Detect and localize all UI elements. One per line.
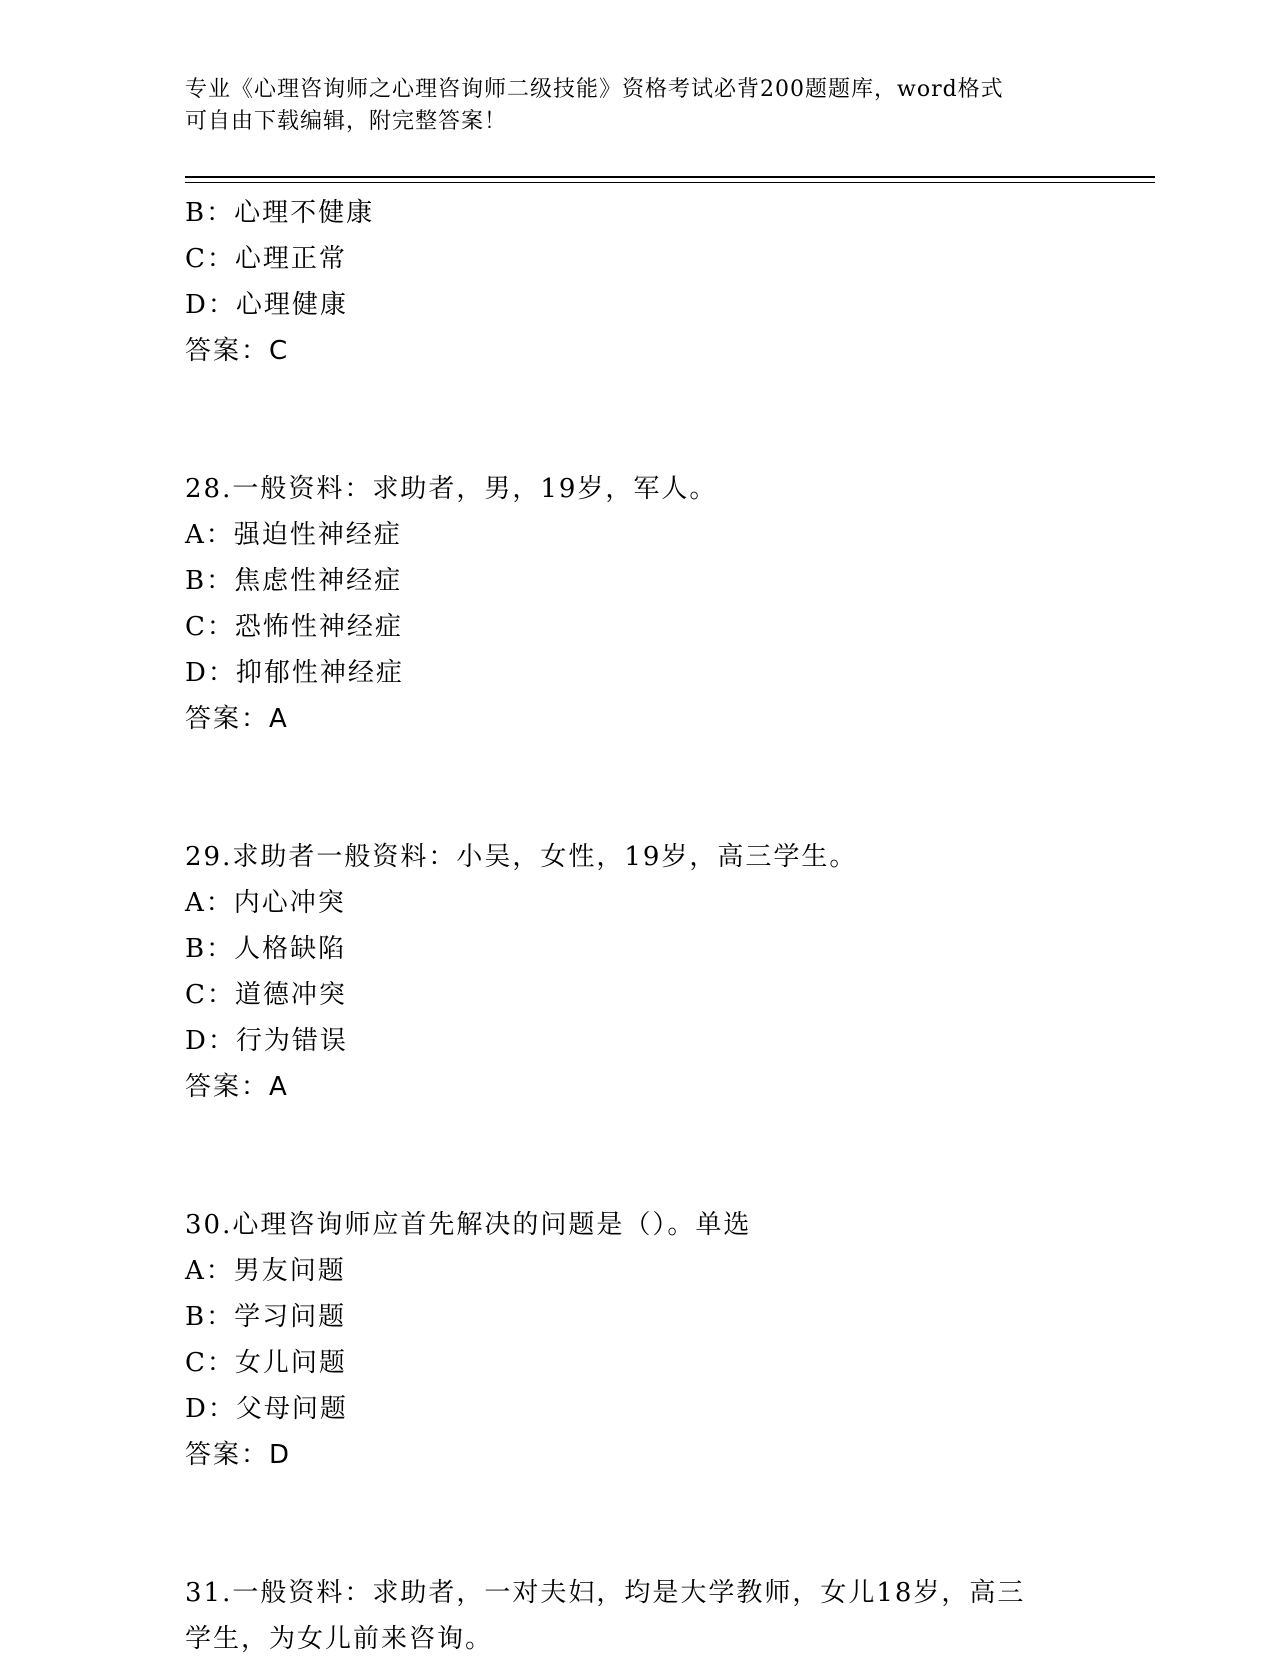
header-rule-thin	[185, 182, 1155, 183]
spacer	[185, 1478, 1145, 1570]
header-line-2: 可自由下载编辑，附完整答案！	[185, 109, 508, 134]
question-27-continuation	[185, 190, 1145, 374]
option-c: C：恐怖性神经症	[185, 612, 403, 642]
question-text-line-2: 学生，为女儿前来咨询。	[185, 1624, 494, 1654]
option-c: C：心理正常	[185, 244, 347, 274]
option-d: D：行为错误	[185, 1026, 348, 1056]
option-b: B：人格缺陷	[185, 934, 347, 964]
spacer	[185, 742, 1145, 834]
document-header	[185, 74, 1065, 138]
header-rule-thick	[185, 176, 1155, 178]
answer: 答案：D	[185, 1440, 292, 1470]
option-b: B：心理不健康	[185, 198, 375, 228]
option-d: D：抑郁性神经症	[185, 658, 404, 688]
question-text-line-1: 31.一般资料：求助者，一对夫妇，均是大学教师，女儿18岁，高三	[185, 1578, 1026, 1608]
spacer	[185, 374, 1145, 466]
document-body	[185, 190, 1145, 1662]
option-c: C：女儿问题	[185, 1348, 347, 1378]
question-28	[185, 466, 1145, 742]
question-text: 29.求助者一般资料：小吴，女性，19岁，高三学生。	[185, 842, 858, 872]
option-d: D：父母问题	[185, 1394, 348, 1424]
answer: 答案：C	[185, 336, 290, 366]
option-a: A：内心冲突	[185, 888, 346, 918]
question-text: 28.一般资料：求助者，男，19岁，军人。	[185, 474, 718, 504]
spacer	[185, 1110, 1145, 1202]
option-d: D：心理健康	[185, 290, 348, 320]
question-text: 30.心理咨询师应首先解决的问题是（）。单选	[185, 1210, 752, 1240]
answer: 答案：A	[185, 704, 289, 734]
option-a: A：强迫性神经症	[185, 520, 402, 550]
header-line-1: 专业《心理咨询师之心理咨询师二级技能》资格考试必背200题题库，word格式	[185, 77, 1004, 102]
question-31	[185, 1570, 1145, 1662]
option-b: B：焦虑性神经症	[185, 566, 403, 596]
option-c: C：道德冲突	[185, 980, 347, 1010]
option-b: B：学习问题	[185, 1302, 347, 1332]
question-29	[185, 834, 1145, 1110]
answer: 答案：A	[185, 1072, 289, 1102]
option-a: A：男友问题	[185, 1256, 346, 1286]
question-30	[185, 1202, 1145, 1478]
